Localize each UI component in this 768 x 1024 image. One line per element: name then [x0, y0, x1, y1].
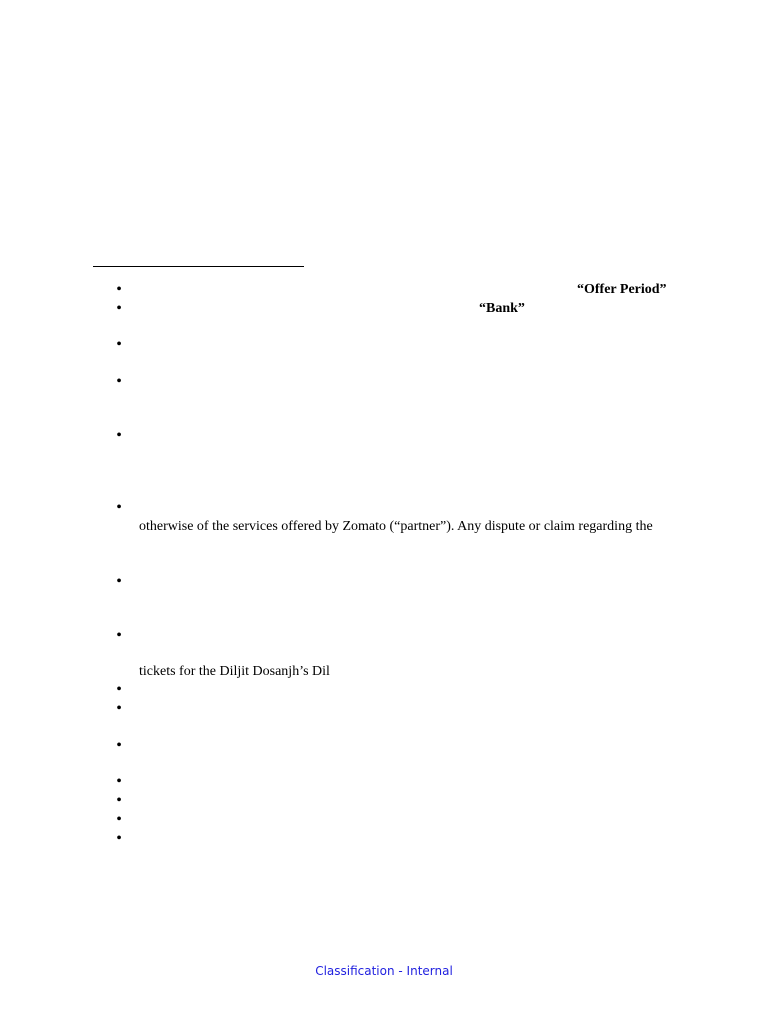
section-heading-underline [93, 266, 304, 267]
list-bullet: • [116, 427, 122, 444]
classification-footer: Classification - Internal [315, 964, 453, 978]
list-bullet: • [116, 373, 122, 390]
list-bullet: • [116, 830, 122, 847]
list-bullet: • [116, 573, 122, 590]
term-offer-period: “Offer Period” [577, 282, 667, 297]
list-bullet: • [116, 773, 122, 790]
list-bullet: • [116, 281, 122, 298]
list-bullet: • [116, 300, 122, 317]
list-bullet: • [116, 627, 122, 644]
tickets-clause-text: tickets for the Diljit Dosanjh’s Dil [139, 664, 330, 679]
list-bullet: • [116, 336, 122, 353]
list-bullet: • [116, 737, 122, 754]
partner-clause-text: otherwise of the services offered by Zomato (“partner”). Any dispute or claim regarding the [139, 519, 653, 534]
list-bullet: • [116, 792, 122, 809]
list-bullet: • [116, 499, 122, 516]
list-bullet: • [116, 681, 122, 698]
term-bank: “Bank” [479, 301, 525, 316]
list-bullet: • [116, 811, 122, 828]
list-bullet: • [116, 700, 122, 717]
